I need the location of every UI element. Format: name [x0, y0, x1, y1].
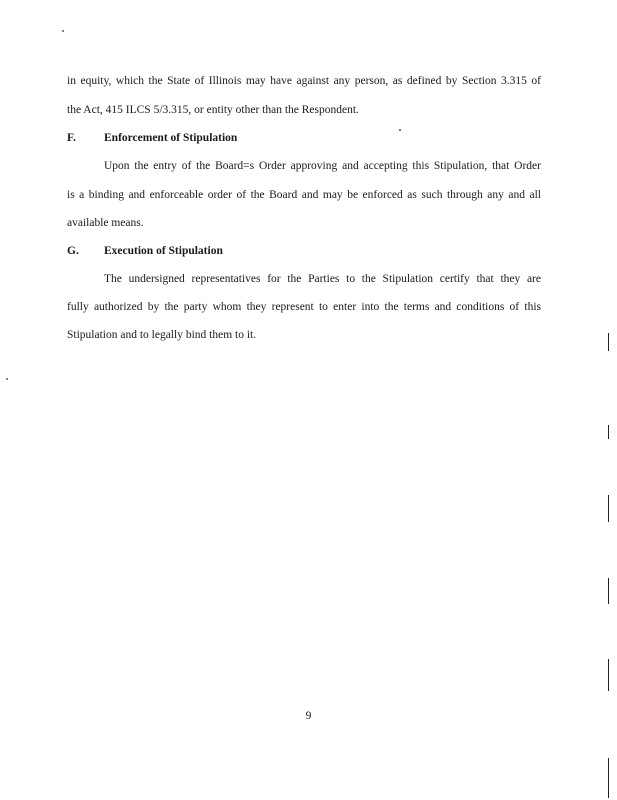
- body-text-line: available means.: [67, 217, 144, 229]
- scan-artifact-mark: [608, 758, 609, 798]
- scan-artifact-mark: [608, 425, 609, 439]
- page-number: 9: [305, 710, 312, 722]
- body-text-line: Stipulation and to legally bind them to it.: [67, 329, 257, 341]
- scan-artifact-mark: [608, 578, 609, 604]
- body-text-line: is a binding and enforceable order of the Board and may be enforced as such through any and all: [67, 189, 541, 201]
- scan-artifact-mark: [608, 333, 609, 351]
- scan-speck: [6, 378, 8, 380]
- section-heading-g: [67, 244, 223, 258]
- body-text-line: Upon the entry of the Board=s Order approving and accepting this Stipulation, that Order: [104, 160, 541, 172]
- section-heading-f: [67, 131, 237, 145]
- scan-speck: [62, 30, 64, 32]
- body-text-line: fully authorized by the party whom they represent to enter into the terms and conditions of this: [67, 301, 541, 313]
- section-letter: G.: [67, 245, 79, 257]
- scan-artifact-mark: [608, 659, 609, 691]
- section-letter: F.: [67, 132, 76, 144]
- scan-speck: [399, 129, 401, 131]
- body-text-line: the Act, 415 ILCS 5/3.315, or entity other than the Respondent.: [67, 104, 359, 116]
- body-text-line: in equity, which the State of Illinois may have against any person, as defined by Section 3.315 of: [67, 75, 541, 87]
- body-text-line: The undersigned representatives for the Parties to the Stipulation certify that they are: [104, 273, 541, 285]
- section-title: Enforcement of Stipulation: [104, 132, 238, 144]
- scan-artifact-mark: [608, 495, 609, 522]
- section-title: Execution of Stipulation: [104, 245, 223, 257]
